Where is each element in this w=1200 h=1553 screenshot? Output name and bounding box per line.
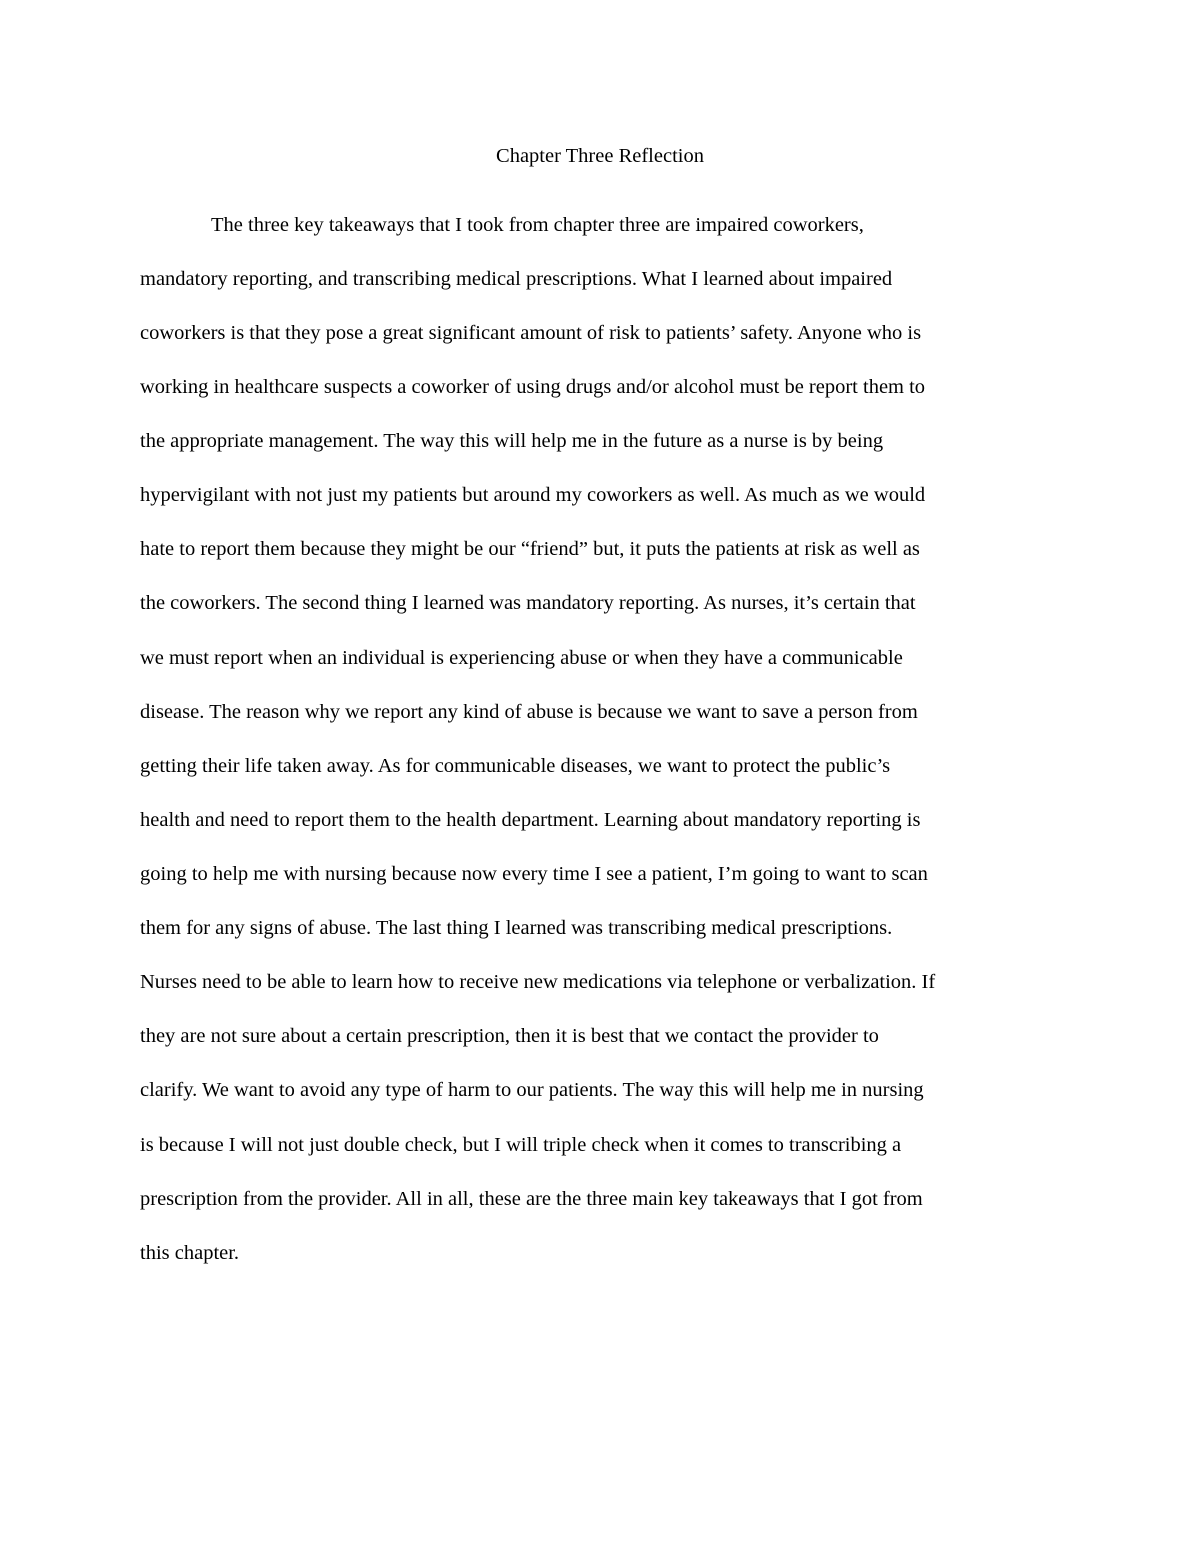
body-line: is because I will not just double check, but I will triple check when it comes to transcribing a	[140, 1134, 902, 1156]
body-line: they are not sure about a certain prescription, then it is best that we contact the provider to	[140, 1025, 879, 1047]
body-line: working in healthcare suspects a coworker of using drugs and/or alcohol must be report them to	[140, 376, 926, 398]
body-line: health and need to report them to the health department. Learning about mandatory reporting is	[140, 809, 921, 831]
body-line: prescription from the provider. All in all, these are the three main key takeaways that I got from	[140, 1188, 923, 1210]
body-line: we must report when an individual is experiencing abuse or when they have a communicable	[140, 647, 903, 669]
body-line: hate to report them because they might be our “friend” but, it puts the patients at risk as well as	[140, 538, 920, 560]
body-line: going to help me with nursing because now every time I see a patient, I’m going to want to scan	[140, 863, 928, 885]
body-line: them for any signs of abuse. The last thing I learned was transcribing medical prescriptions.	[140, 917, 893, 939]
body-line: disease. The reason why we report any kind of abuse is because we want to save a person from	[140, 701, 918, 723]
body-line: coworkers is that they pose a great significant amount of risk to patients’ safety. Anyone who is	[140, 322, 922, 344]
body-line: clarify. We want to avoid any type of harm to our patients. The way this will help me in nursing	[140, 1079, 924, 1101]
body-line: Nurses need to be able to learn how to receive new medications via telephone or verbalization. If	[140, 971, 936, 993]
document-title: Chapter Three Reflection	[496, 145, 704, 167]
body-line: the appropriate management. The way this will help me in the future as a nurse is by being	[140, 430, 884, 452]
body-line: The three key takeaways that I took from chapter three are impaired coworkers,	[211, 214, 864, 236]
body-line: this chapter.	[140, 1242, 240, 1264]
body-line: mandatory reporting, and transcribing medical prescriptions. What I learned about impaired	[140, 268, 893, 290]
body-line: getting their life taken away. As for communicable diseases, we want to protect the public’s	[140, 755, 891, 777]
body-line: hypervigilant with not just my patients but around my coworkers as well. As much as we would	[140, 484, 926, 506]
body-line: the coworkers. The second thing I learned was mandatory reporting. As nurses, it’s certain that	[140, 592, 916, 614]
